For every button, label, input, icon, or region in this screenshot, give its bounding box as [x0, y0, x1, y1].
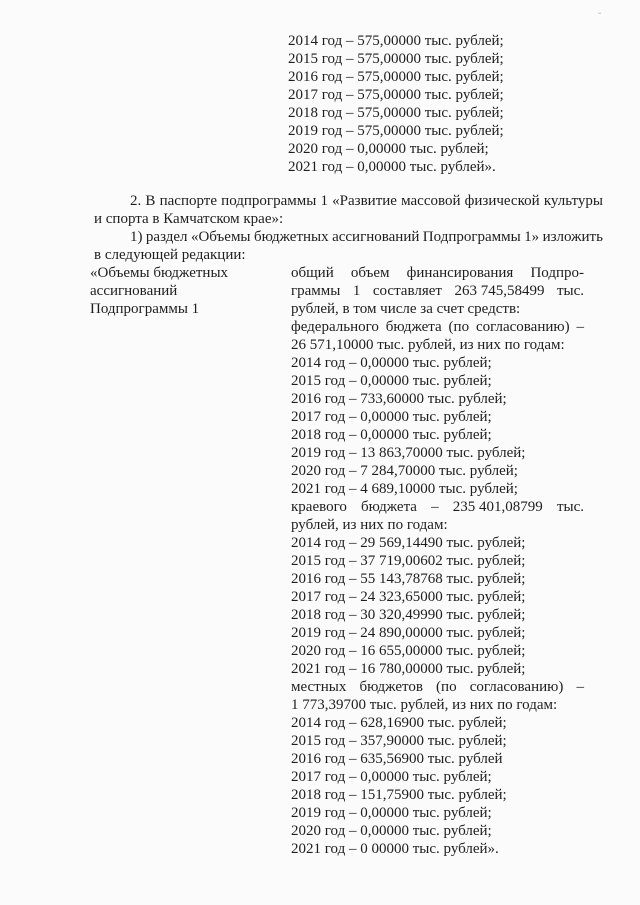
federal-year-2017: 2017 год – 0,00000 тыс. рублей;	[291, 409, 492, 425]
federal-total: 26 571,10000 тыс. рублей, из них по годам:	[291, 337, 565, 353]
local-year-2020: 2020 год – 0,00000 тыс. рублей;	[291, 823, 492, 839]
regional-header	[291, 498, 584, 516]
para2-word: «Развитие	[332, 193, 397, 209]
para3-line2: в следующей редакции:	[94, 247, 246, 263]
word: 235 401,08799	[452, 499, 543, 515]
word: краевого	[291, 499, 347, 515]
word: бюджетов	[359, 679, 423, 695]
federal-year-2021: 2021 год – 4 689,10000 тыс. рублей;	[291, 481, 518, 497]
para2-word: 2.	[130, 193, 142, 209]
total-line3: рублей, в том числе за счет средств:	[291, 301, 521, 317]
regional-year-2020: 2020 год – 16 655,00000 тыс. рублей;	[291, 643, 526, 659]
para2-word: В	[145, 193, 156, 209]
total-line1	[291, 264, 584, 282]
local-year-2021: 2021 год – 0 00000 тыс. рублей».	[291, 841, 499, 857]
word: (по	[448, 319, 470, 335]
para2-line2: и спорта в Камчатском крае»:	[94, 211, 284, 227]
regional-year-2018: 2018 год – 30 320,49990 тыс. рублей;	[291, 607, 526, 623]
word: согласованию)	[469, 679, 564, 695]
top-year-2019: 2019 год – 575,00000 тыс. рублей;	[288, 123, 504, 139]
word: бюджета	[361, 499, 417, 515]
regional-total: рублей, из них по годам:	[291, 517, 448, 533]
regional-year-2015: 2015 год – 37 719,00602 тыс. рублей;	[291, 553, 526, 569]
para3-word: 1)	[130, 229, 143, 245]
para3-word: «Объемы	[190, 229, 251, 245]
left-col-line3: Подпрограммы 1	[90, 301, 200, 317]
para2-word: физической	[464, 193, 540, 209]
regional-year-2021: 2021 год – 16 780,00000 тыс. рублей;	[291, 661, 526, 677]
local-year-2014: 2014 год – 628,16900 тыс. рублей;	[291, 715, 507, 731]
word: 263 745,58499	[454, 283, 545, 299]
top-year-2014: 2014 год – 575,00000 тыс. рублей;	[288, 33, 504, 49]
local-year-2017: 2017 год – 0,00000 тыс. рублей;	[291, 769, 492, 785]
word: (по	[436, 679, 457, 695]
federal-year-2016: 2016 год – 733,60000 тыс. рублей;	[291, 391, 507, 407]
federal-header	[291, 318, 584, 336]
word: составляет	[372, 283, 442, 299]
para2-word: массовой	[401, 193, 461, 209]
federal-year-2019: 2019 год – 13 863,70000 тыс. рублей;	[291, 445, 526, 461]
word: –	[576, 679, 584, 695]
regional-year-2016: 2016 год – 55 143,78768 тыс. рублей;	[291, 571, 526, 587]
local-year-2016: 2016 год – 635,56900 тыс. рублей	[291, 751, 503, 767]
para3-word: 1»	[524, 229, 540, 245]
para2-line1	[130, 192, 603, 210]
para3-word: раздел	[145, 229, 188, 245]
top-year-2018: 2018 год – 575,00000 тыс. рублей;	[288, 105, 504, 121]
para2-word: культуры	[543, 193, 603, 209]
word: –	[576, 319, 584, 335]
left-col-line2: ассигнований	[90, 283, 178, 299]
regional-year-2019: 2019 год – 24 890,00000 тыс. рублей;	[291, 625, 526, 641]
para3-line1	[130, 228, 603, 246]
local-year-2015: 2015 год – 357,90000 тыс. рублей;	[291, 733, 507, 749]
federal-year-2015: 2015 год – 0,00000 тыс. рублей;	[291, 373, 492, 389]
para2-word: подпрограммы	[221, 193, 317, 209]
federal-year-2020: 2020 год – 7 284,70000 тыс. рублей;	[291, 463, 518, 479]
top-year-2016: 2016 год – 575,00000 тыс. рублей;	[288, 69, 504, 85]
regional-year-2014: 2014 год – 29 569,14490 тыс. рублей;	[291, 535, 526, 551]
word: 1	[352, 283, 361, 299]
local-year-2019: 2019 год – 0,00000 тыс. рублей;	[291, 805, 492, 821]
federal-year-2014: 2014 год – 0,00000 тыс. рублей;	[291, 355, 492, 371]
para2-word: паспорте	[159, 193, 217, 209]
top-year-2021: 2021 год – 0,00000 тыс. рублей».	[288, 159, 496, 175]
left-col-line1: «Объемы бюджетных	[90, 265, 229, 281]
top-year-2017: 2017 год – 575,00000 тыс. рублей;	[288, 87, 504, 103]
word: финансирования	[406, 265, 514, 281]
regional-year-2017: 2017 год – 24 323,65000 тыс. рублей;	[291, 589, 526, 605]
para3-word: изложить	[542, 229, 603, 245]
scan-speck: ˇ	[598, 12, 602, 23]
top-year-2015: 2015 год – 575,00000 тыс. рублей;	[288, 51, 504, 67]
word: общий	[291, 265, 334, 281]
word: Подпро-	[530, 265, 584, 281]
word: бюджета	[385, 319, 442, 335]
para3-word: ассигнований	[332, 229, 420, 245]
local-total: 1 773,39700 тыс. рублей, из них по годам:	[291, 697, 558, 713]
local-header	[291, 678, 584, 696]
word: тыс.	[556, 499, 584, 515]
para3-word: Подпрограммы	[422, 229, 521, 245]
word: объем	[350, 265, 390, 281]
word: местных	[291, 679, 347, 695]
word: –	[431, 499, 439, 515]
word: согласованию)	[475, 319, 570, 335]
word: тыс.	[556, 283, 584, 299]
total-line2	[291, 282, 584, 300]
word: федерального	[291, 319, 379, 335]
local-year-2018: 2018 год – 151,75900 тыс. рублей;	[291, 787, 507, 803]
federal-year-2018: 2018 год – 0,00000 тыс. рублей;	[291, 427, 492, 443]
para2-word: 1	[320, 193, 328, 209]
para3-word: бюджетных	[253, 229, 329, 245]
word: граммы	[291, 283, 341, 299]
top-year-2020: 2020 год – 0,00000 тыс. рублей;	[288, 141, 489, 157]
